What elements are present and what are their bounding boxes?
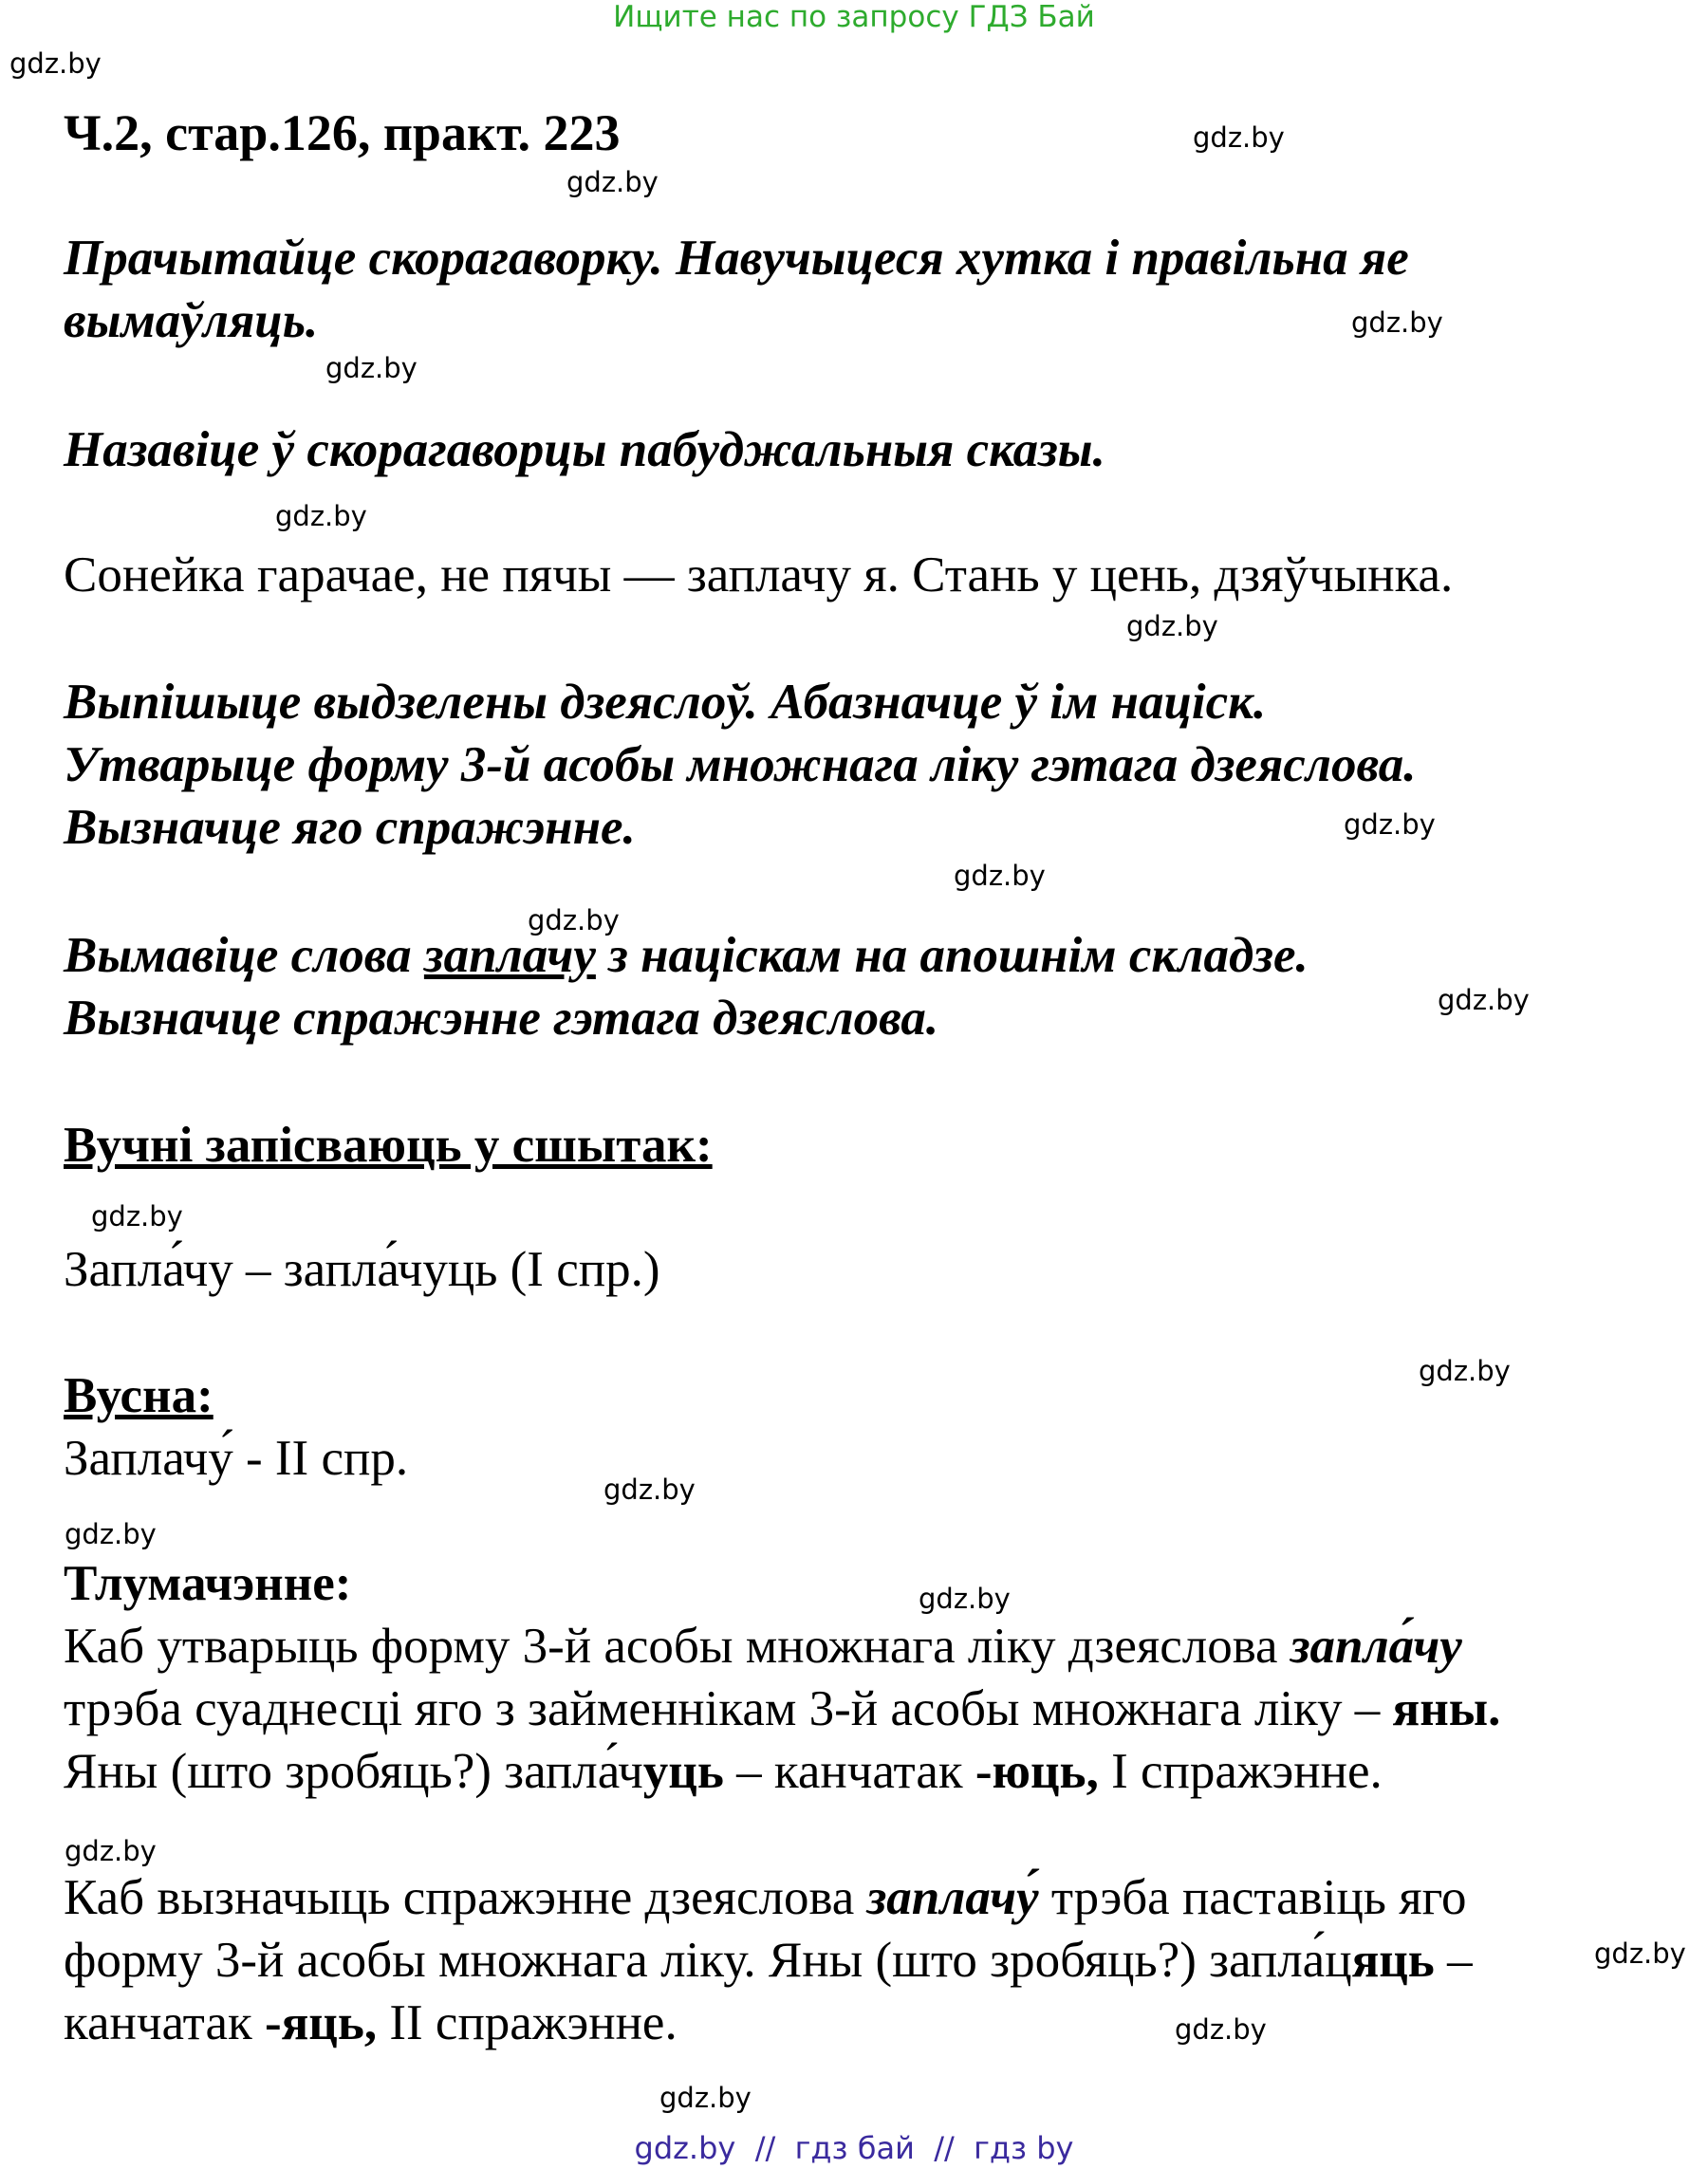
task-4-text-a: Вымавіце слова (64, 928, 424, 983)
explanation-1-line-2 (64, 1678, 1500, 1740)
explanation-1-line-3 (64, 1740, 1383, 1803)
explanation-text: трэба паставіць яго (1038, 1870, 1467, 1925)
watermark: gdz.by (603, 1474, 696, 1506)
watermark: gdz.by (1438, 984, 1530, 1016)
oral-heading: Вусна: (64, 1368, 214, 1423)
explanation-text: – (1434, 1933, 1473, 1988)
highlighted-verb: заплачу (423, 928, 596, 983)
explanation-2-line-2 (64, 1929, 1473, 1992)
watermark: gdz.by (275, 500, 367, 532)
pronoun: яны. (1392, 1681, 1501, 1736)
watermark: gdz.by (325, 352, 418, 384)
oral-answer: Заплачу́ - II спр. (64, 1431, 409, 1486)
explanation-text: – канчатак (723, 1744, 975, 1799)
watermark: gdz.by (65, 1835, 157, 1867)
watermark: gdz.by (1193, 121, 1285, 154)
watermark: gdz.by (566, 166, 659, 198)
explanation-text: трэба суаднесці яго з займеннікам 3-й асобы множнага ліку – (64, 1681, 1393, 1736)
written-heading: Вучні запісваюць у сшытак: (64, 1118, 713, 1173)
watermark: gdz.by (1351, 306, 1443, 339)
ending-label: -яць, (264, 1995, 378, 2050)
watermark: gdz.by (9, 47, 102, 80)
task-1-line-1: Прачытайце скорагаворку. Навучыцеся хутка і правільна яе (64, 231, 1409, 286)
ending-label: -юць, (975, 1744, 1099, 1799)
explanation-text: Каб вызначыць спражэнне дзеяслова (64, 1870, 867, 1925)
task-4-text-b: з націскам на апошнім складзе. (595, 928, 1309, 983)
watermark: gdz.by (659, 2082, 752, 2114)
explanation-text: I спражэнне. (1098, 1744, 1383, 1799)
explanation-text: Яны (што зробяць?) запла́ч (64, 1744, 643, 1799)
top-banner: Ищите нас по запросу ГДЗ Бай (613, 0, 1095, 34)
watermark: gdz.by (1344, 808, 1436, 841)
bottom-banner: gdz.by // гдз бай // гдз by (634, 2130, 1074, 2166)
explanation-text: Каб утварыць форму 3-й асобы множнага ліку дзеяслова (64, 1619, 1290, 1674)
watermark: gdz.by (1126, 610, 1218, 642)
watermark: gdz.by (1594, 1937, 1686, 1970)
watermark: gdz.by (1419, 1355, 1511, 1387)
task-4-line-1 (64, 924, 1309, 987)
task-4-line-2: Вызначце спражэнне гэтага дзеяслова. (64, 991, 939, 1046)
watermark: gdz.by (1175, 2013, 1267, 2046)
task-3-line-2: Утварыце форму 3-й асобы множнага ліку гэтага дзеяслова. (64, 737, 1417, 792)
watermark: gdz.by (954, 860, 1046, 892)
explanation-text: форму 3-й асобы множнага ліку. Яны (што зробяць?) запла́ц (64, 1933, 1352, 1988)
verb-ending: яць (1351, 1933, 1435, 1988)
task-1-line-2: вымаўляць. (64, 293, 319, 348)
verb-form: запла́чу (1290, 1619, 1462, 1674)
explanation-1-line-1 (64, 1615, 1462, 1678)
explanation-2-line-1 (64, 1866, 1467, 1929)
verb-ending: уць (642, 1744, 724, 1799)
watermark: gdz.by (919, 1583, 1011, 1615)
task-3-line-3: Вызначце яго спражэнне. (64, 800, 636, 855)
explanation-text: канчатак (64, 1995, 265, 2050)
watermark: gdz.by (65, 1518, 157, 1550)
task-2: Назавіце ў скорагаворцы пабуджальныя сказы. (64, 422, 1105, 477)
watermark: gdz.by (528, 904, 620, 936)
verb-form: заплачу́ (866, 1870, 1039, 1925)
explanation-text: II спражэнне. (377, 1995, 678, 2050)
explanation-heading: Тлумачэнне: (64, 1556, 352, 1611)
written-answer: Запла́чу – запла́чуць (I спр.) (64, 1242, 660, 1297)
explanation-2-line-3 (64, 1992, 678, 2054)
page-title: Ч.2, стар.126, практ. 223 (64, 104, 621, 161)
tongue-twister: Сонейка гарачае, не пячы — заплачу я. Стань у цень, дзяўчынка. (64, 547, 1454, 602)
watermark: gdz.by (91, 1200, 183, 1233)
task-3-line-1: Выпішыце выдзелены дзеяслоў. Абазначце ў ім націск. (64, 675, 1267, 730)
